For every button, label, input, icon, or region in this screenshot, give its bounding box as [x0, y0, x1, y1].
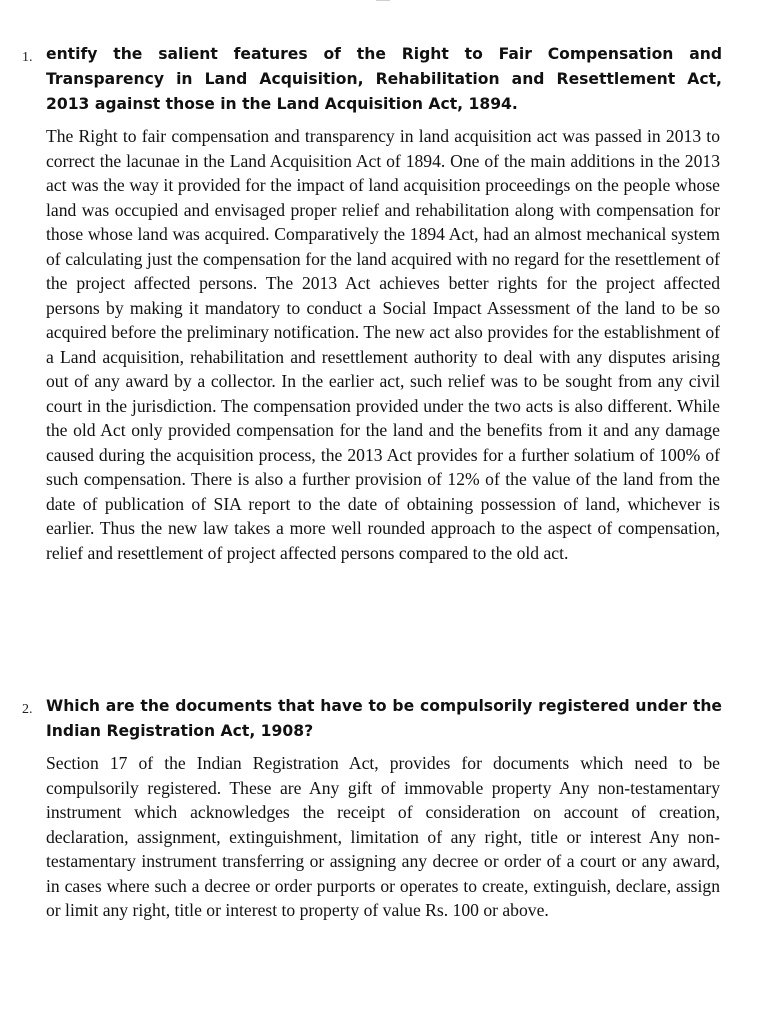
answer-paragraph: The Right to fair compensation and transparency in land acquisition act was passed in 2013 to correct the lacunae in the Land Acquisition Act of 1894. One of the main additions in the 2013 act was the way it provided for the impact of land acquisition proceedings on the people whose land was occupied and envisaged proper relief and rehabilitation along with compensation for those whose land was acquired. Comparatively the 1894 Act, had an almost mechanical system of calculating just the compensation for the land acquired with no regard for the resettlement of the project affected persons. The 2013 Act achieves better rights for the project affected persons by making it mandatory to conduct a Social Impact Assessment of the land to be so acquired before the preliminary notification. The new act also provides for the establishment of a Land acquisition, rehabilitation and resettlement authority to deal with any disputes arising out of any award by a collector. In the earlier act, such relief was to be sought from any civil court in the jurisdiction. The compensation provided under the two acts is also different. While the old Act only provided compensation for the land and the benefits from it and any damage caused during the acquisition process, the 2013 Act provides for a further solatium of 100% of such compensation. There is also a further provision of 12% of the value of the land from the date of publication of SIA report to the date of obtaining possession of land, whichever is earlier. Thus the new law takes a more well rounded approach to the aspect of compensation, relief and resettlement of project affected persons compared to the old act. [46, 126, 720, 563]
question-1 [0, 42, 768, 565]
question-number: 2. [22, 702, 33, 717]
question-title: Which are the documents that have to be compulsorily registered under the Indian Registration Act, 1908? [46, 697, 722, 740]
question-2 [0, 694, 768, 923]
question-number: 1. [22, 50, 33, 65]
question-title: entify the salient features of the Right to Fair Compensation and Transparency in Land Acquisition, Rehabilitation and Resettlement Act, 2013 against those in the Land Acquisition Act, 1894. [46, 45, 722, 113]
answer-paragraph: Section 17 of the Indian Registration Act, provides for documents which need to be compulsorily registered. These are Any gift of immovable property Any non-testamentary instrument which acknowledges the receipt of consideration on account of creation, declaration, assignment, extinguishment, limitation of any right, title or interest Any non-testamentary instrument transferring or assigning any decree or order of a court or any award, in cases where such a decree or order purports or operates to create, extinguish, declare, assign or limit any right, title or interest to property of value Rs. 100 or above. [46, 753, 720, 920]
